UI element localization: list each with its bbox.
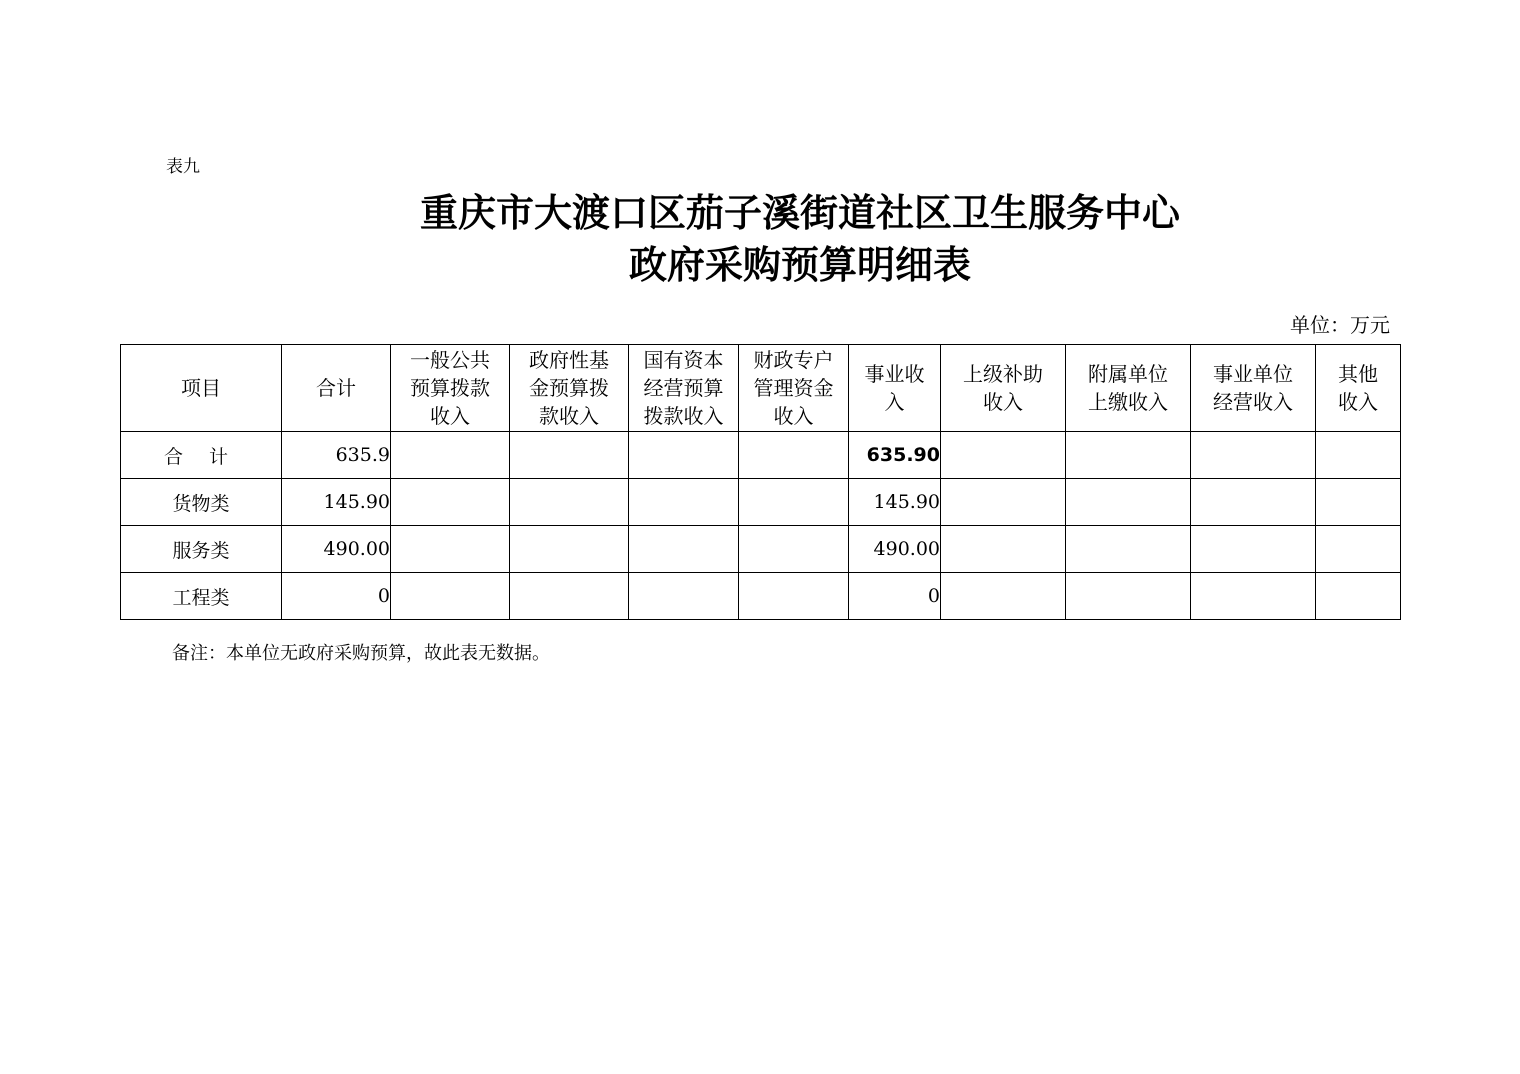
- row-superior-subsidy: [941, 479, 1066, 526]
- footnote: 备注：本单位无政府采购预算，故此表无数据。: [172, 643, 550, 664]
- header-other-income: 其他收入: [1316, 345, 1401, 432]
- header-item: 项目: [121, 345, 282, 432]
- row-fiscal-special: [739, 573, 849, 620]
- row-total: 635.9: [282, 432, 391, 479]
- row-gov-fund: [510, 526, 629, 573]
- table-row: [121, 573, 1401, 620]
- row-fiscal-special: [739, 432, 849, 479]
- row-total: 145.90: [282, 479, 391, 526]
- row-general-budget: [391, 526, 510, 573]
- header-affiliated-units: 附属单位上缴收入: [1066, 345, 1191, 432]
- row-item: 货物类: [121, 479, 282, 526]
- row-gov-fund: [510, 479, 629, 526]
- row-general-budget: [391, 573, 510, 620]
- row-business-income: 0: [849, 573, 941, 620]
- row-business-income: 635.90: [849, 432, 941, 479]
- unit-label: 单位：万元: [1290, 313, 1390, 337]
- row-operating-income: [1191, 573, 1316, 620]
- row-business-income: 145.90: [849, 479, 941, 526]
- row-general-budget: [391, 432, 510, 479]
- row-item: 合 计: [121, 432, 282, 479]
- row-business-income: 490.00: [849, 526, 941, 573]
- row-state-capital: [629, 526, 739, 573]
- document-subtitle: 政府采购预算明细表: [628, 242, 971, 287]
- row-affiliated-units: [1066, 479, 1191, 526]
- row-operating-income: [1191, 526, 1316, 573]
- row-fiscal-special: [739, 526, 849, 573]
- table-header-row: [121, 345, 1401, 432]
- row-gov-fund: [510, 573, 629, 620]
- header-state-capital: 国有资本经营预算拨款收入: [629, 345, 739, 432]
- table-number: 表九: [166, 157, 200, 177]
- row-affiliated-units: [1066, 432, 1191, 479]
- row-superior-subsidy: [941, 526, 1066, 573]
- row-item: 工程类: [121, 573, 282, 620]
- header-business-income: 事业收入: [849, 345, 941, 432]
- row-other-income: [1316, 573, 1401, 620]
- header-operating-income: 事业单位经营收入: [1191, 345, 1316, 432]
- table-row: [121, 526, 1401, 573]
- document-title: 重庆市大渡口区茄子溪街道社区卫生服务中心: [419, 190, 1180, 235]
- row-affiliated-units: [1066, 573, 1191, 620]
- row-state-capital: [629, 573, 739, 620]
- table-row-total: [121, 432, 1401, 479]
- row-superior-subsidy: [941, 432, 1066, 479]
- header-total: 合计: [282, 345, 391, 432]
- header-gov-fund: 政府性基金预算拨款收入: [510, 345, 629, 432]
- header-fiscal-special: 财政专户管理资金收入: [739, 345, 849, 432]
- row-other-income: [1316, 526, 1401, 573]
- header-superior-subsidy: 上级补助收入: [941, 345, 1066, 432]
- row-other-income: [1316, 432, 1401, 479]
- row-operating-income: [1191, 479, 1316, 526]
- row-operating-income: [1191, 432, 1316, 479]
- row-gov-fund: [510, 432, 629, 479]
- row-state-capital: [629, 479, 739, 526]
- row-item: 服务类: [121, 526, 282, 573]
- procurement-budget-table: [120, 344, 1401, 620]
- row-total: 490.00: [282, 526, 391, 573]
- row-superior-subsidy: [941, 573, 1066, 620]
- header-general-budget: 一般公共预算拨款收入: [391, 345, 510, 432]
- row-other-income: [1316, 479, 1401, 526]
- row-affiliated-units: [1066, 526, 1191, 573]
- row-total: 0: [282, 573, 391, 620]
- row-fiscal-special: [739, 479, 849, 526]
- table-row: [121, 479, 1401, 526]
- row-general-budget: [391, 479, 510, 526]
- row-state-capital: [629, 432, 739, 479]
